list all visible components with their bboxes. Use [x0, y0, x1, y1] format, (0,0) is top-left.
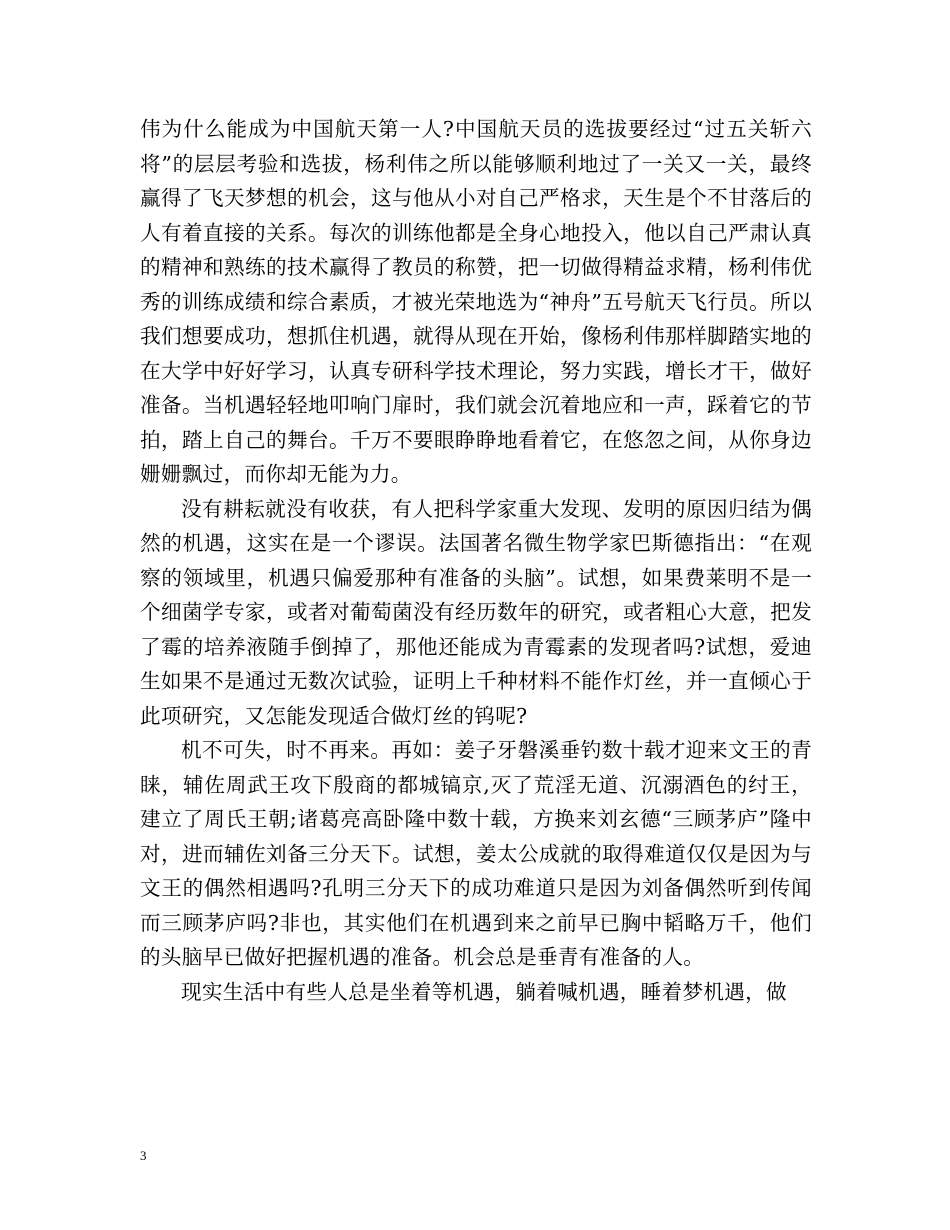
- paragraph-4: 现实生活中有些人总是坐着等机遇，躺着喊机遇，睡着梦机遇，做: [181, 979, 787, 1004]
- paragraph-3: 机不可失，时不再来。再如：姜子牙磐溪垂钓数十载才迎来文王的青睐，辅佐周武王攻下殷商的都城镐京,灭了荒淫无道、沉溺酒色的纣王，建立了周氏王朝;诸葛亮高卧隆中数十载，方换来刘玄德“三顾茅庐”隆中对，进而辅佐刘备三分天下。试想，姜太公成就的取得难道仅仅是因为与文王的偶然相遇吗?孔明三分天下的成功难道只是因为刘备偶然听到传闻而三顾茅庐吗?非也，其实他们在机遇到来之前早已胸中韬略万千，他们的头脑早已做好把握机遇的准备。机会总是垂青有准备的人。: [140, 738, 812, 969]
- paragraph-1: 伟为什么能成为中国航天第一人?中国航天员的选拔要经过“过五关斩六将”的层层考验和选拔，杨利伟之所以能够顺利地过了一关又一关，最终赢得了飞天梦想的机会，这与他从小对自己严格求，天生是个不甘落后的人有着直接的关系。每次的训练他都是全身心地投入，他以自己严肃认真的精神和熟练的技术赢得了教员的称赞，把一切做得精益求精，杨利伟优秀的训练成绩和综合素质，才被光荣地选为“神舟”五号航天飞行员。所以我们想要成功，想抓住机遇，就得从现在开始，像杨利伟那样脚踏实地的在大学中好好学习，认真专研科学技术理论，努力实践，增长才干，做好准备。当机遇轻轻地叩响门扉时，我们就会沉着地应和一声，踩着它的节拍，踏上自己的舞台。千万不要眼睁睁地看着它，在悠忽之间，从你身边姗姗飘过，而你却无能为力。: [140, 117, 812, 486]
- paragraph-2: 没有耕耘就没有收获，有人把科学家重大发现、发明的原因归结为偶然的机遇，这实在是一个谬误。法国著名微生物学家巴斯德指出：“在观察的领域里，机遇只偏爱那种有准备的头脑”。试想，如果费莱明不是一个细菌学专家，或者对葡萄菌没有经历数年的研究，或者粗心大意，把发了霉的培养液随手倒掉了，那他还能成为青霉素的发现者吗?试想，爱迪生如果不是通过无数次试验，证明上千种材料不能作灯丝，并一直倾心于此项研究，又怎能发现适合做灯丝的钨呢?: [140, 496, 812, 728]
- document-body: [140, 112, 812, 1009]
- page-number: 3: [140, 1148, 147, 1163]
